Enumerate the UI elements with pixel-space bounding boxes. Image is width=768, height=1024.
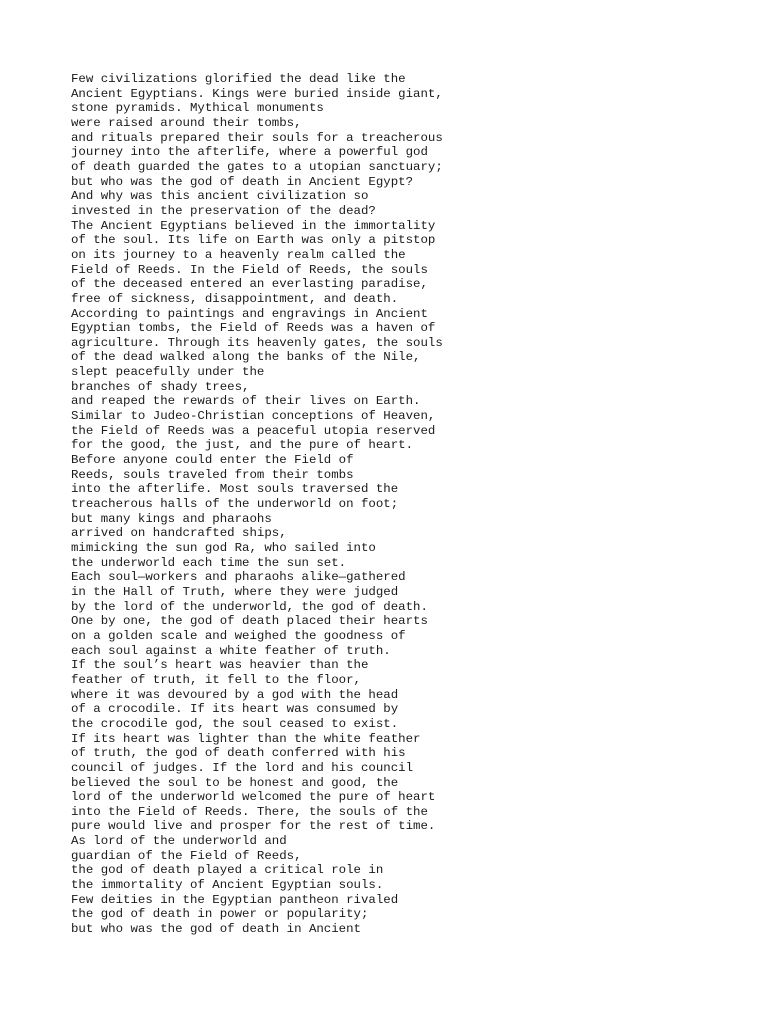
text-line: but many kings and pharaohs [71, 511, 272, 526]
text-line: Egyptian tombs, the Field of Reeds was a haven of [71, 321, 436, 336]
text-line: of the soul. Its life on Earth was only a pitstop [71, 233, 436, 248]
text-line: slept peacefully under the [71, 365, 265, 380]
text-line: by the lord of the underworld, the god of death. [71, 599, 428, 614]
text-line: the crocodile god, the soul ceased to exist. [71, 716, 399, 731]
text-line: Few civilizations glorified the dead like the [71, 72, 406, 86]
text-line: on its journey to a heavenly realm called the [71, 247, 406, 262]
text-line: If its heart was lighter than the white feather [71, 731, 421, 746]
text-line: According to paintings and engravings in Ancient [71, 306, 428, 321]
text-line: but who was the god of death in Ancient Egypt? [71, 174, 414, 189]
text-line: And why was this ancient civilization so [71, 189, 369, 204]
text-line: the Field of Reeds was a peaceful utopia reserved [71, 423, 436, 438]
text-line: Ancient Egyptians. Kings were buried inside giant, [71, 86, 443, 101]
text-line: Before anyone could enter the Field of [71, 453, 354, 468]
text-line: As lord of the underworld and [71, 834, 287, 849]
text-line: of a crocodile. If its heart was consumed by [71, 702, 399, 717]
text-line: where it was devoured by a god with the head [71, 687, 399, 702]
text-line: feather of truth, it fell to the floor, [71, 672, 361, 687]
text-line: free of sickness, disappointment, and death. [71, 291, 399, 306]
text-line: guardian of the Field of Reeds, [71, 848, 302, 863]
text-line: were raised around their tombs, [71, 115, 302, 130]
text-line: Similar to Judeo-Christian conceptions of Heaven, [71, 409, 436, 424]
text-line: of death guarded the gates to a utopian sanctuary; [71, 159, 443, 174]
text-line: mimicking the sun god Ra, who sailed into [71, 541, 376, 555]
text-line: If the soul’s heart was heavier than the [71, 658, 369, 673]
text-line: of the dead walked along the banks of the Nile, [71, 350, 421, 365]
text-line: journey into the afterlife, where a powerful god [71, 145, 428, 160]
text-line: Each soul—workers and pharaohs alike—gathered [71, 570, 406, 585]
text-line: each soul against a white feather of truth. [71, 643, 391, 658]
text-line: into the Field of Reeds. There, the souls of the [71, 804, 428, 819]
text-line: arrived on handcrafted ships, [71, 526, 287, 541]
text-line: branches of shady trees, [71, 379, 250, 394]
text-line: agriculture. Through its heavenly gates, the souls [71, 335, 443, 350]
text-line: One by one, the god of death placed their hearts [71, 614, 428, 629]
text-line: Reeds, souls traveled from their tombs [71, 467, 354, 482]
text-line: but who was the god of death in Ancient [71, 922, 361, 937]
text-line: of the deceased entered an everlasting paradise, [71, 277, 428, 292]
text-line: of truth, the god of death conferred with his [71, 746, 406, 761]
document-text-block [71, 72, 751, 937]
text-line: and reaped the rewards of their lives on Earth. [71, 394, 421, 409]
text-line: council of judges. If the lord and his council [71, 760, 414, 775]
text-line: Few deities in the Egyptian pantheon rivaled [71, 892, 399, 907]
text-line: the immortality of Ancient Egyptian souls. [71, 878, 384, 893]
text-line: Field of Reeds. In the Field of Reeds, the souls [71, 262, 428, 277]
text-line: lord of the underworld welcomed the pure of heart [71, 790, 436, 805]
text-line: into the afterlife. Most souls traversed the [71, 482, 399, 497]
text-line: treacherous halls of the underworld on foot; [71, 497, 399, 512]
text-line: invested in the preservation of the dead? [71, 203, 376, 218]
text-line: for the good, the just, and the pure of heart. [71, 438, 414, 453]
text-line: the god of death played a critical role in [71, 863, 384, 878]
text-line: and rituals prepared their souls for a treacherous [71, 130, 443, 145]
text-line: the underworld each time the sun set. [71, 555, 347, 570]
text-line: believed the soul to be honest and good, the [71, 775, 399, 790]
document-page [71, 72, 751, 937]
text-line: The Ancient Egyptians believed in the immortality [71, 218, 436, 233]
text-line: stone pyramids. Mythical monuments [71, 101, 324, 116]
text-line: on a golden scale and weighed the goodness of [71, 628, 406, 643]
text-line: in the Hall of Truth, where they were judged [71, 584, 399, 599]
text-line: pure would live and prosper for the rest of time. [71, 819, 436, 834]
text-line: the god of death in power or popularity; [71, 907, 369, 922]
